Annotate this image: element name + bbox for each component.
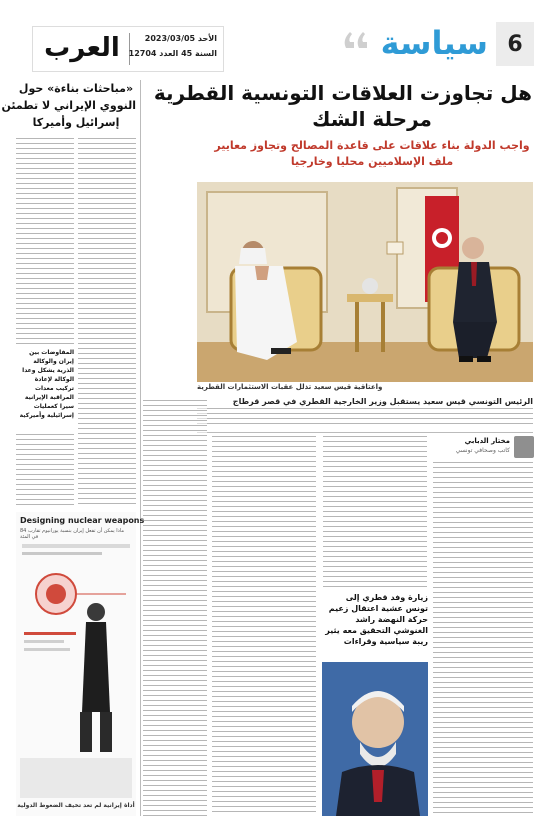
quote-mark-icon — [342, 30, 372, 50]
lead-column-1 — [433, 462, 533, 816]
nuclear-diagram — [16, 542, 136, 802]
side-headline: «مباحثات بناءة» حول النووي الإيراني لا تطمئن إسرائيل وأميركا — [1, 82, 136, 129]
page-header — [0, 0, 550, 78]
lead-intro: الرئيس التونسي قيس سعيد يستقبل وزير الخارجية القطري في قصر قرطاج — [232, 397, 533, 406]
author-avatar — [514, 436, 534, 458]
masthead-box — [32, 26, 224, 72]
portrait-photo — [322, 662, 428, 816]
issue-line: السنة 45 العدد 12704 — [128, 49, 217, 58]
lead-column-2 — [323, 436, 427, 588]
author-name: مختار الدبابي — [464, 437, 510, 445]
section-title: سياسة — [380, 24, 488, 62]
infographic-caption: ماذا يمكن أن تفعل إيران بنسبة يورانيوم تقارب 84 في المئة — [20, 528, 125, 540]
lead-photo — [197, 182, 533, 382]
lead-top-rule — [197, 432, 533, 433]
lead-intro-text-lines — [197, 408, 533, 428]
side-pullquote: المفاوضات بين إيران والوكالة الذرية يشكل وعدا الوكالة لإعادة تركيب معدات المراقبة الإيرانية سيرا كعمليات إسرائيلية وأميركية — [19, 349, 74, 419]
sidebar-divider — [140, 80, 141, 816]
side-column-right — [78, 138, 136, 508]
date-line: الأحد 2023/03/05 — [144, 34, 217, 43]
lead-photo-caption: واعتاقية قيس سعيد تذلل عقبات الاستثمارات القطرية — [197, 383, 383, 391]
secondary-pullquote: زيارة وفد قطري إلى تونس عشية اعتقال زعيم حركة النهضة راشد الغنوشي التحقيق معه يثير ريبة سياسية وقراءات — [325, 593, 428, 646]
page-number-box — [496, 22, 534, 66]
lead-column-4 — [143, 400, 207, 816]
author-block — [434, 436, 534, 458]
lead-column-3 — [212, 436, 316, 816]
lead-headline: هل تجاوزت العلاقات التونسية القطرية مرحلة الشك — [153, 81, 532, 131]
infographic-title: Designing nuclear weapons — [20, 516, 145, 525]
author-role: كاتب وصحافي تونسي — [455, 447, 510, 454]
side-column-left — [16, 138, 74, 344]
masthead-logo: العرب — [44, 33, 120, 63]
page-number: 6 — [507, 31, 523, 57]
infographic-photo-caption: أداة إيرانية لم تعد تخيف الضغوط الدولية — [17, 802, 135, 809]
secondary-story-box — [322, 592, 428, 816]
nuclear-infographic — [16, 512, 145, 816]
side-column-left-lower — [16, 434, 74, 508]
lead-subhead: واجب الدولة بناء علاقات على قاعدة المصالح وتجاوز معايير ملف الإسلاميين محليا وخارجيا — [214, 139, 530, 168]
